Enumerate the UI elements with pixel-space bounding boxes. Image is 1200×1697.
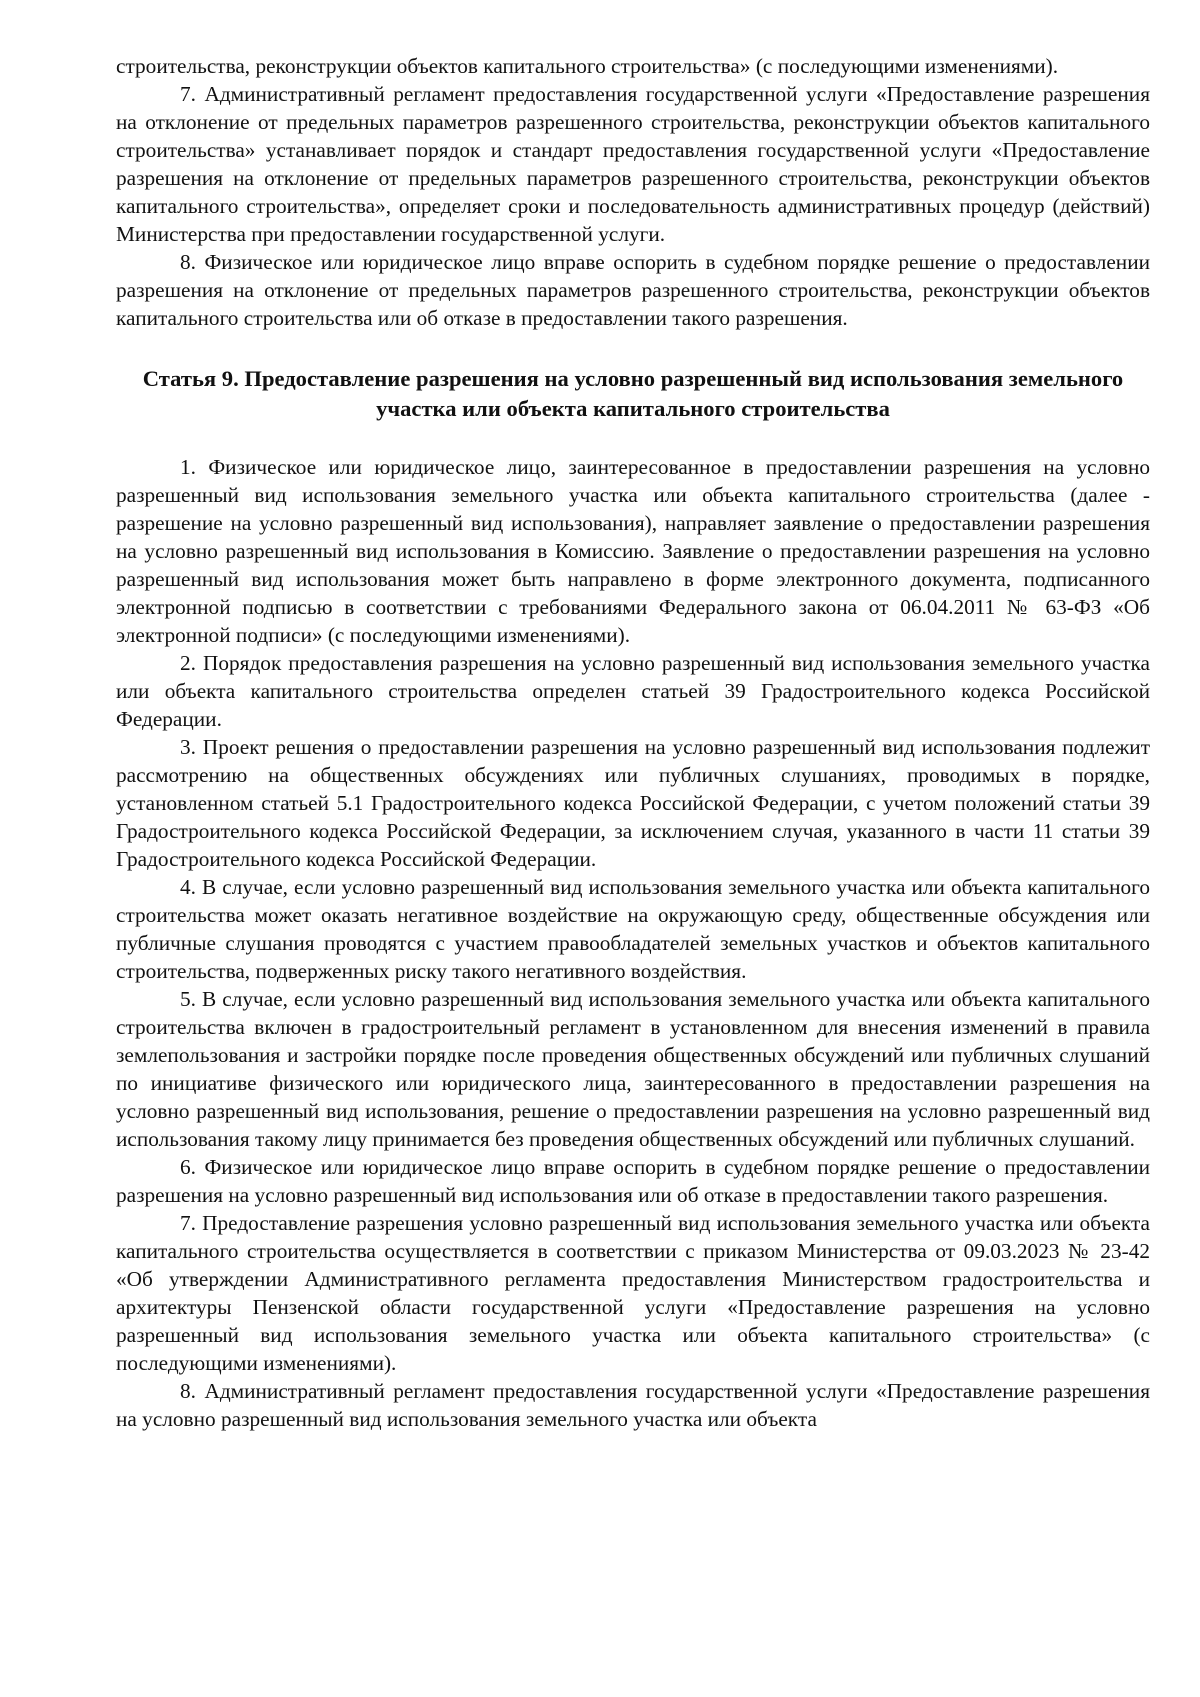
article-9-item-5: 5. В случае, если условно разрешенный вид использования земельного участка или объекта капитального строительства включен в градостроительный регламент в установленном для внесения изменений в правила землепользования и застройки порядке после проведения общественных обсуждений или публичных слушаний по инициативе физического или юридического лица, заинтересованного в предоставлении разрешения на условно разрешенный вид использования, решение о предоставлении разрешения на условно разрешенный вид использования такому лицу принимается без проведения общественных обсуждений или публичных слушаний. xyxy=(116,987,1150,1151)
article-9-heading: Статья 9. Предоставление разрешения на условно разрешенный вид использования земельного участка или объекта капитального строительства xyxy=(142,366,1124,421)
paragraph-8: 8. Физическое или юридическое лицо вправе оспорить в судебном порядке решение о предоставлении разрешения на отклонение от предельных параметров разрешенного строительства, реконструкции объектов капитального строительства или об отказе в предоставлении такого разрешения. xyxy=(116,250,1150,330)
article-9-item-4: 4. В случае, если условно разрешенный вид использования земельного участка или объекта капитального строительства может оказать негативное воздействие на окружающую среду, общественные обсуждения или публичные слушания проводятся с участием правообладателей земельных участков и объектов капитального строительства, подверженных риску такого негативного воздействия. xyxy=(116,875,1150,983)
continuation-paragraph: строительства, реконструкции объектов капитального строительства» (с последующими изменениями). xyxy=(116,54,1059,78)
article-9-item-1: 1. Физическое или юридическое лицо, заинтересованное в предоставлении разрешения на условно разрешенный вид использования земельного участка или объекта капитального строительства (далее - разрешение на условно разрешенный вид использования), направляет заявление о предоставлении разрешения на условно разрешенный вид использования в Комиссию. Заявление о предоставлении разрешения на условно разрешенный вид использования может быть направлено в форме электронного документа, подписанного электронной подписью в соответствии с требованиями Федерального закона от 06.04.2011 № 63-ФЗ «Об электронной подписи» (с последующими изменениями). xyxy=(116,455,1150,647)
article-9-item-8: 8. Административный регламент предоставления государственной услуги «Предоставление разрешения на условно разрешенный вид использования земельного участка или объекта xyxy=(116,1379,1150,1431)
paragraph-7: 7. Административный регламент предоставления государственной услуги «Предоставление разрешения на отклонение от предельных параметров разрешенного строительства, реконструкции объектов капитального строительства» устанавливает порядок и стандарт предоставления государственной услуги «Предоставление разрешения на отклонение от предельных параметров разрешенного строительства, реконструкции объектов капитального строительства», определяет сроки и последовательность административных процедур (действий) Министерства при предоставлении государственной услуги. xyxy=(116,82,1150,246)
document-page xyxy=(116,52,1150,1433)
article-9-item-6: 6. Физическое или юридическое лицо вправе оспорить в судебном порядке решение о предоставлении разрешения на условно разрешенный вид использования или об отказе в предоставлении такого разрешения. xyxy=(116,1155,1150,1207)
article-9-item-7: 7. Предоставление разрешения условно разрешенный вид использования земельного участка или объекта капитального строительства осуществляется в соответствии с приказом Министерства от 09.03.2023 № 23-42 «Об утверждении Административного регламента предоставления Министерством градостроительства и архитектуры Пензенской области государственной услуги «Предоставление разрешения на условно разрешенный вид использования земельного участка или объекта капитального строительства» (с последующими изменениями). xyxy=(116,1211,1150,1375)
article-9-item-2: 2. Порядок предоставления разрешения на условно разрешенный вид использования земельного участка или объекта капитального строительства определен статьей 39 Градостроительного кодекса Российской Федерации. xyxy=(116,651,1150,731)
article-9-item-3: 3. Проект решения о предоставлении разрешения на условно разрешенный вид использования подлежит рассмотрению на общественных обсуждениях или публичных слушаниях, проводимых в порядке, установленном статьей 5.1 Градостроительного кодекса Российской Федерации, с учетом положений статьи 39 Градостроительного кодекса Российской Федерации, за исключением случая, указанного в части 11 статьи 39 Градостроительного кодекса Российской Федерации. xyxy=(116,735,1150,871)
